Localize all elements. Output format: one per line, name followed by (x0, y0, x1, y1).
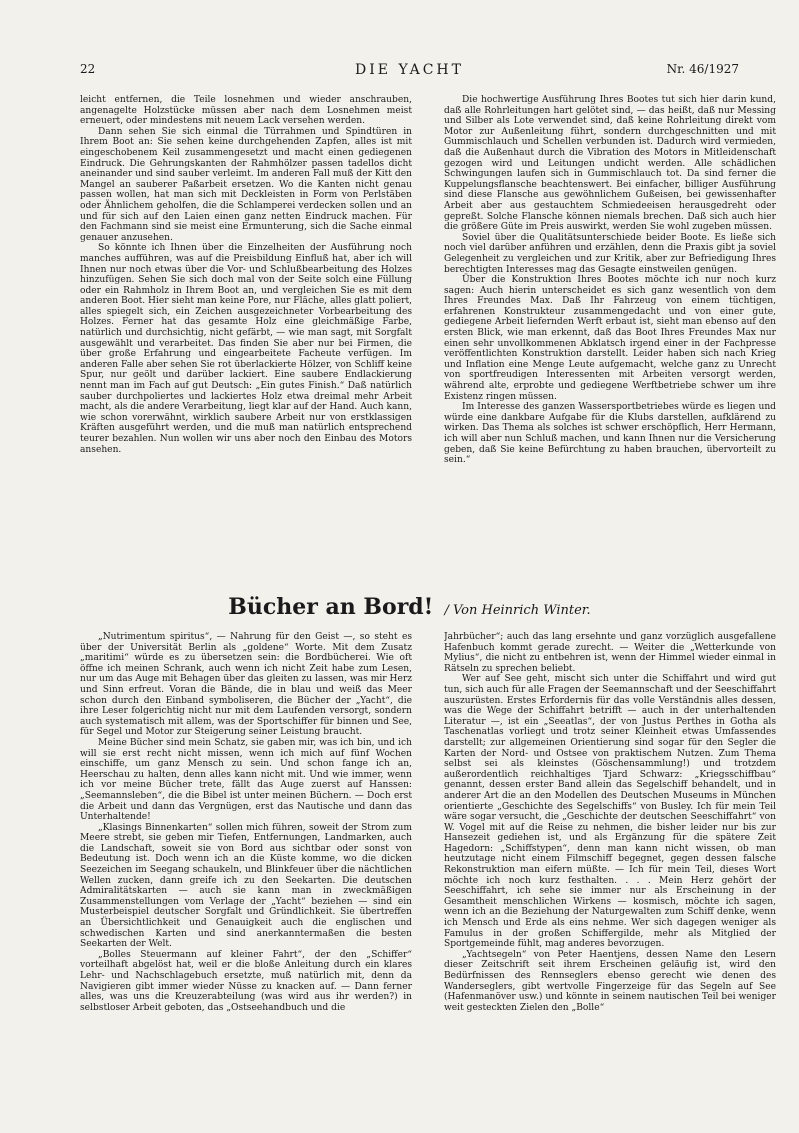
paragraph: So könnte ich Ihnen über die Einzelheiten der Ausführung noch manches aufführen, was auf die Preisbildung Einfluß hat, aber ich will Ihnen nur noch etwas über die Vor- und Schlußbearbeitung des Holzes hinzufügen. Sehen Sie sich doch mal von der Seite solch eine Füllung oder ein Rahmholz in Ihrem Boot an, und vergleichen Sie es mit dem anderen Boot. Hier sieht man keine Pore, nur Fläche, alles glatt poliert, alles spiegelt sich, ein Zeichen ausgezeichneter Vorbearbeitung des Holzes. Ferner hat das gesamte Holz eine gleichmäßige Farbe, natürlich und durchsichtig, nicht gefärbt, — wie man sagt, mit Sorgfalt ausgewählt und verarbeitet. Das finden Sie aber nur bei Firmen, die über große Erfahrung und eingearbeitete Facheute verfügen. Im anderen Falle aber sehen Sie rot überlackierte Hölzer, von Schliff keine Spur, nur geölt und darüber lackiert. Eine saubere Endlackierung nennt man im Fach auf gut Deutsch: „Ein gutes Finish.“ Daß natürlich sauber durchpoliertes und lackiertes Holz etwa dreimal mehr Arbeit macht, als die andere Verarbeitung, liegt klar auf der Hand. Auch kann, wie schon vorerwähnt, wirklich saubere Arbeit nur von erstklassigen Kräften ausgeführt werden, und die muß man natürlich entsprechend teurer bezahlen. Nun wollen wir uns aber noch den Einbau des Motors ansehen. (80, 243, 412, 455)
column-top-right (444, 95, 776, 563)
page-number: 22 (80, 62, 96, 76)
paragraph: Wer auf See geht, mischt sich unter die Schiffahrt und wird gut tun, sich auch für alle Fragen der Seemannschaft und der Seeschiffahrt auszurüsten. Erstes Erfordernis für das volle Verständnis alles dessen, was die Wege der Schiffahrt betrifft — auch in der unterhaltenden Literatur —, ist ein „Seeatlas“, der von Justus Perthes in Gotha als Taschenatlas vorliegt und trotz seiner Kleinheit etwas Umfassendes darstellt; zur allgemeinen Orientierung sind sogar für den Segler die Karten der Nord- und Ostsee von praktischem Nutzen. Zum Thema selbst sei als kleinstes (Göschensammlung!) und trotzdem außerordentlich reichhaltiges Tjard Schwarz: „Kriegsschiffbau“ genannt, dessen erster Band allein das Segelschiff behandelt, und in anderer Art die an den Modellen des Deutschen Museums in München orientierte „Geschichte des Segelschiffs“ von Busley. Ich für mein Teil wäre sogar versucht, die „Geschichte der deutschen Seeschiffahrt“ von W. Vogel mit auf die Reise zu nehmen, die bisher leider nur bis zur Hansezeit gediehen ist, und als Ergänzung für die spätere Zeit Hagedorn: „Schiffstypen“, denn man kann nicht wissen, ob man heutzutage nicht einem Filmschiff begegnet, gegen dessen falsche Rekonstruktion man eifern müßte. — Ich für mein Teil, dieses Wort möchte ich noch kurz festhalten. . . . Mein Herz gehört der Seeschiffahrt, ich sehe sie immer nur als Erscheinung in der Gesamtheit menschlichen Wirkens — kosmisch, möchte ich sagen, wenn ich an die Beziehung der Naturgewalten zum Schiff denke, wenn ich Mensch und Erde als eins nehme. Wer sich dagegen weniger als Famulus in der großen Schiffergilde, mehr als Mitglied der Sportgemeinde fühlt, mag anderes bevorzugen. (444, 674, 776, 950)
paragraph: Über die Konstruktion Ihres Bootes möchte ich nur noch kurz sagen: Auch hierin unterscheidet es sich ganz wesentlich von dem Ihres Freundes Max. Daß Ihr Fahrzeug von einem tüchtigen, erfahrenen Konstrukteur zusammengedacht und von einer gute, gediegene Arbeit liefernden Werft erbaut ist, sieht man ebenso auf den ersten Blick, wie man erkennt, daß das Boot Ihres Freundes Max nur einen sehr unvollkommenen Abklatsch irgend einer in der Fachpresse veröffentlichten Konstruktion darstellt. Leider haben sich nach Krieg und Inflation eine Menge Leute aufgemacht, welche ganz zu Unrecht von sportfreudigen Interessenten mit Arbeiten versorgt werden, während alte, erprobte und gediegene Werftbetriebe schwer um ihre Existenz ringen müssen. (444, 275, 776, 402)
paragraph: Dann sehen Sie sich einmal die Türrahmen und Spindtüren in Ihrem Boot an: Sie sehen keine durchgehenden Zapfen, alles ist mit eingeschobenem Keil zusammengesetzt und macht einen gediegenen Eindruck. Die Gehrungskanten der Rahmhölzer passen tadellos dicht aneinander und sind sauber verleimt. Im anderen Fall muß der Kitt den Mangel an sauberer Paßarbeit ersetzen. Wo die Kanten nicht genau passen wollen, hat man sich mit Deckleisten in Form von Perlstäben oder Ähnlichem geholfen, die die Schlamperei verdecken sollen und an und für sich auf den Laien einen ganz netten Eindruck machen. Für den Fachmann sind sie meist eine Ermunterung, sich die Sache einmal genauer anzusehen. (80, 126, 412, 243)
column-top-left (80, 95, 412, 563)
column-bottom-left (80, 632, 412, 1102)
paragraph: Soviel über die Qualitätsunterschiede beider Boote. Es ließe sich noch viel darüber anführen und erzählen, denn die Praxis gibt ja soviel Gelegenheit zu vergleichen und zur Kritik, aber zur Befriedigung Ihres berechtigten Interesses mag das Gesagte einstweilen genügen. (444, 232, 776, 275)
paragraph: Meine Bücher sind mein Schatz, sie gaben mir, was ich bin, und ich will sie erst recht nicht missen, wenn ich mich auf fünf Wochen einschiffe, um ganz Mensch zu sein. Und schon fange ich an, Heerschau zu halten, denn alles kann nicht mit. Und wie immer, wenn ich vor meine Bücher trete, fällt das Auge zuerst auf Hanssen: „Seemannsleben“, die die Bibel ist unter meinen Büchern. — Doch erst die Arbeit und dann das Vergnügen, erst das Nautische und dann das Unterhaltende! (80, 737, 412, 823)
issue-number: Nr. 46/1927 (666, 62, 739, 76)
paragraph: „Yachtsegeln“ von Peter Haentjens, dessen Name den Lesern dieser Zeitschrift seit ihrem Erscheinen geläufig ist, wird den Bedürfnissen des Rennseglers ebenso gerecht wie denen des Wanderseglers, gibt wertvolle Fingerzeige für das Segeln auf See (Hafenmanöver usw.) und könnte in seinem nautischen Teil bei weniger weit gesteckten Zielen den „Bolle“ (444, 949, 776, 1013)
paragraph: leicht entfernen, die Teile losnehmen und wieder anschrauben, angenagelte Holzstücke müssen aber nach dem Losnehmen meist erneuert, oder mindestens mit neuem Lack versehen werden. (80, 95, 412, 127)
paragraph: „Klasings Binnenkarten“ sollen mich führen, soweit der Strom zum Meere strebt, sie geben mir Tiefen, Entfernungen, Landmarken, auch die Landschaft, soweit sie von Bord aus sichtbar oder sonst von Bedeutung ist. Doch wenn ich an die Küste komme, wo die dicken Seezeichen im Seegang schaukeln, und Blinkfeuer über die nächtlichen Wellen zucken, dann greife ich zu den Seekarten. Die deutschen Admiralitätskarten — auch sie kann man in zweckmäßigen Zusammenstellungen vom Verlage der „Yacht“ beziehen — sind ein Musterbeispiel deutscher Sorgfalt und Gründlichkeit. Sie übertreffen an Übersichtlichkeit und Genauigkeit auch die englischen und schwedischen Karten und sind anerkanntermaßen die besten Seekarten der Welt. (80, 822, 412, 950)
article-byline: / Von Heinrich Winter. (444, 603, 591, 618)
column-bottom-right (444, 632, 776, 1102)
paragraph: Im Interesse des ganzen Wassersportbetriebes würde es liegen und würde eine dankbare Aufgabe für die Klubs darstellen, aufklärend zu wirken. Das Thema als solches ist schwer erschöpflich, Herr Hermann, ich will aber nun Schluß machen, und kann Ihnen nur die Versicherung geben, daß Sie keine Befürchtung zu haben brauchen, übervorteilt zu sein.“ (444, 402, 776, 466)
paragraph: „Nutrimentum spiritus“, — Nahrung für den Geist —, so steht es über der Universität Berlin als „goldene“ Worte. Mit dem Zusatz „maritimi“ würde es zu übersetzen sein: die Bordbücherei. Wie oft öffne ich meinen Schrank, auch wenn ich nicht Zeit habe zum Lesen, nur um das Auge mit Behagen über das gleiten zu lassen, was mir Herz und Sinn erfreut. Voran die Bände, die in blau und weiß das Meer schon durch den Einband symboliseren, die Bücher der „Yacht“, die ihre Leser folgerichtig nicht nur mit dem Laufenden versorgt, sondern auch systematisch mit allem, was der Sportschiffer für binnen und See, für Segel und Motor zur Steigerung seiner Leistung braucht. (80, 632, 412, 738)
article-heading (80, 594, 739, 630)
paragraph: Jahrbücher“; auch das lang ersehnte und ganz vorzüglich ausgefallene Hafenbuch kommt gerade zurecht. — Weiter die „Wetterkunde von Mylius“, die nicht zu entbehren ist, wenn der Himmel wieder einmal in Rätseln zu sprechen beliebt. (444, 632, 776, 674)
magazine-title: DIE YACHT (355, 62, 464, 78)
paragraph: Die hochwertige Ausführung Ihres Bootes tut sich hier darin kund, daß alle Rohrleitungen hart gelötet sind, — das heißt, daß nur Messing und Silber als Lote verwendet sind, daß keine Rohrleitung direkt vom Motor zur Außenleitung führt, sondern durchgeschnitten und mit Gummischlauch und Schellen verbunden ist. Dadurch wird vermieden, daß die Außenhaut durch die Vibration des Motors in Mitleidenschaft gezogen wird und Leitungen undicht werden. Alle schädlichen Schwingungen laufen sich in Gummischlauch tot. Da sind ferner die Kuppelungsflansche beachtenswert. Bei einfacher, billiger Ausführung sind diese Flansche aus gewöhnlichem Gußeisen, bei gewissenhafter Arbeit aber aus gestauchtem Schmiedeeisen herausgedreht oder gepreßt. Solche Flansche können niemals brechen. Daß sich auch hier die größere Güte im Preis auswirkt, werden Sie wohl zugeben müssen. (444, 95, 776, 233)
paragraph: „Bolles Steuermann auf kleiner Fahrt“, der den „Schiffer“ vorteilhaft abgelöst hat, weil er die bloße Anleitung durch ein klares Lehr- und Nachschlagebuch ersetzte, muß natürlich mit, denn da Navigieren gibt immer wieder Nüsse zu knacken auf. — Dann ferner alles, was uns die Kreuzerabteilung (was wird aus ihr werden?) in selbstloser Arbeit geboten, das „Ostseehandbuch und die (80, 949, 412, 1013)
article-title: Bücher an Bord! (228, 594, 434, 620)
page-header (80, 62, 739, 82)
